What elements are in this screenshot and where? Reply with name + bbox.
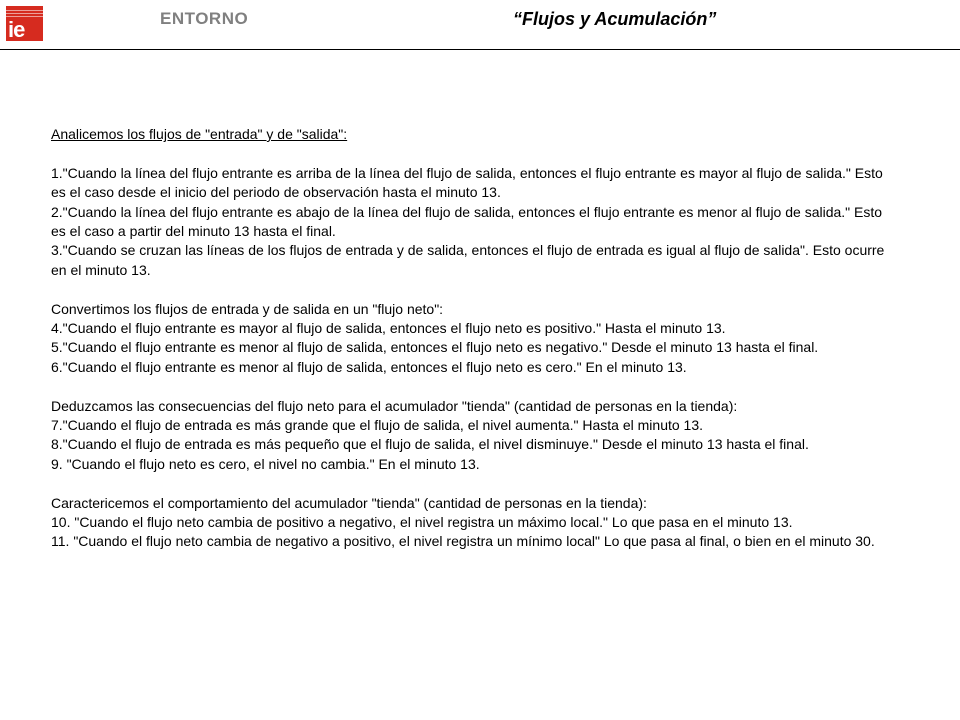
content-body [51,125,891,552]
list-item: 3."Cuando se cruzan las líneas de los flujos de entrada y de salida, entonces el flujo de entrada es igual al flujo de salida". Esto ocurre en el minuto 13. [51,242,885,278]
section-heading: Convertimos los flujos de entrada y de salida en un "flujo neto": [51,300,444,317]
list-item: 11. "Cuando el flujo neto cambia de negativo a positivo, el nivel registra un mínimo local" Lo que pasa al final, o bien en el minuto 30. [51,533,875,550]
list-item: 1."Cuando la línea del flujo entrante es arriba de la línea del flujo de salida, entonces el flujo entrante es mayor al flujo de salida." Esto es el caso desde el inicio del periodo de observación hasta el minuto 13. [51,164,883,201]
ie-logo [6,6,43,41]
list-item: 7."Cuando el flujo de entrada es más grande que el flujo de salida, el nivel aumenta." Hasta el minuto 13. [51,417,704,434]
header-divider [0,49,960,50]
section-label: ENTORNO [160,9,249,28]
list-item: 8."Cuando el flujo de entrada es más pequeño que el flujo de salida, el nivel disminuye." Desde el minuto 13 hasta el final. [51,436,809,453]
section-heading: Deduzcamos las consecuencias del flujo neto para el acumulador "tienda" (cantidad de personas en la tienda): [51,397,738,414]
intro-heading: Analicemos los flujos de "entrada" y de "salida": [51,126,348,142]
list-item: 5."Cuando el flujo entrante es menor al flujo de salida, entonces el flujo neto es negativo." Desde el minuto 13 hasta el final. [51,339,819,356]
list-item: 9. "Cuando el flujo neto es cero, el nivel no cambia." En el minuto 13. [51,455,480,472]
list-item: 6."Cuando el flujo entrante es menor al flujo de salida, entonces el flujo neto es cero." En el minuto 13. [51,358,687,375]
list-item: 10. "Cuando el flujo neto cambia de positivo a negativo, el nivel registra un máximo local." Lo que pasa en el minuto 13. [51,514,793,531]
section-heading: Caractericemos el comportamiento del acumulador "tienda" (cantidad de personas en la tienda): [51,494,647,511]
list-item: 4."Cuando el flujo entrante es mayor al flujo de salida, entonces el flujo neto es positivo." Hasta el minuto 13. [51,320,726,337]
list-item: 2."Cuando la línea del flujo entrante es abajo de la línea del flujo de salida, entonces el flujo entrante es menor al flujo de salida." Esto es el caso a partir del minuto 13 hasta el final. [51,203,883,240]
page-title: “Flujos y Acumulación” [513,9,717,29]
ie-logo-mark: ie [8,17,25,41]
